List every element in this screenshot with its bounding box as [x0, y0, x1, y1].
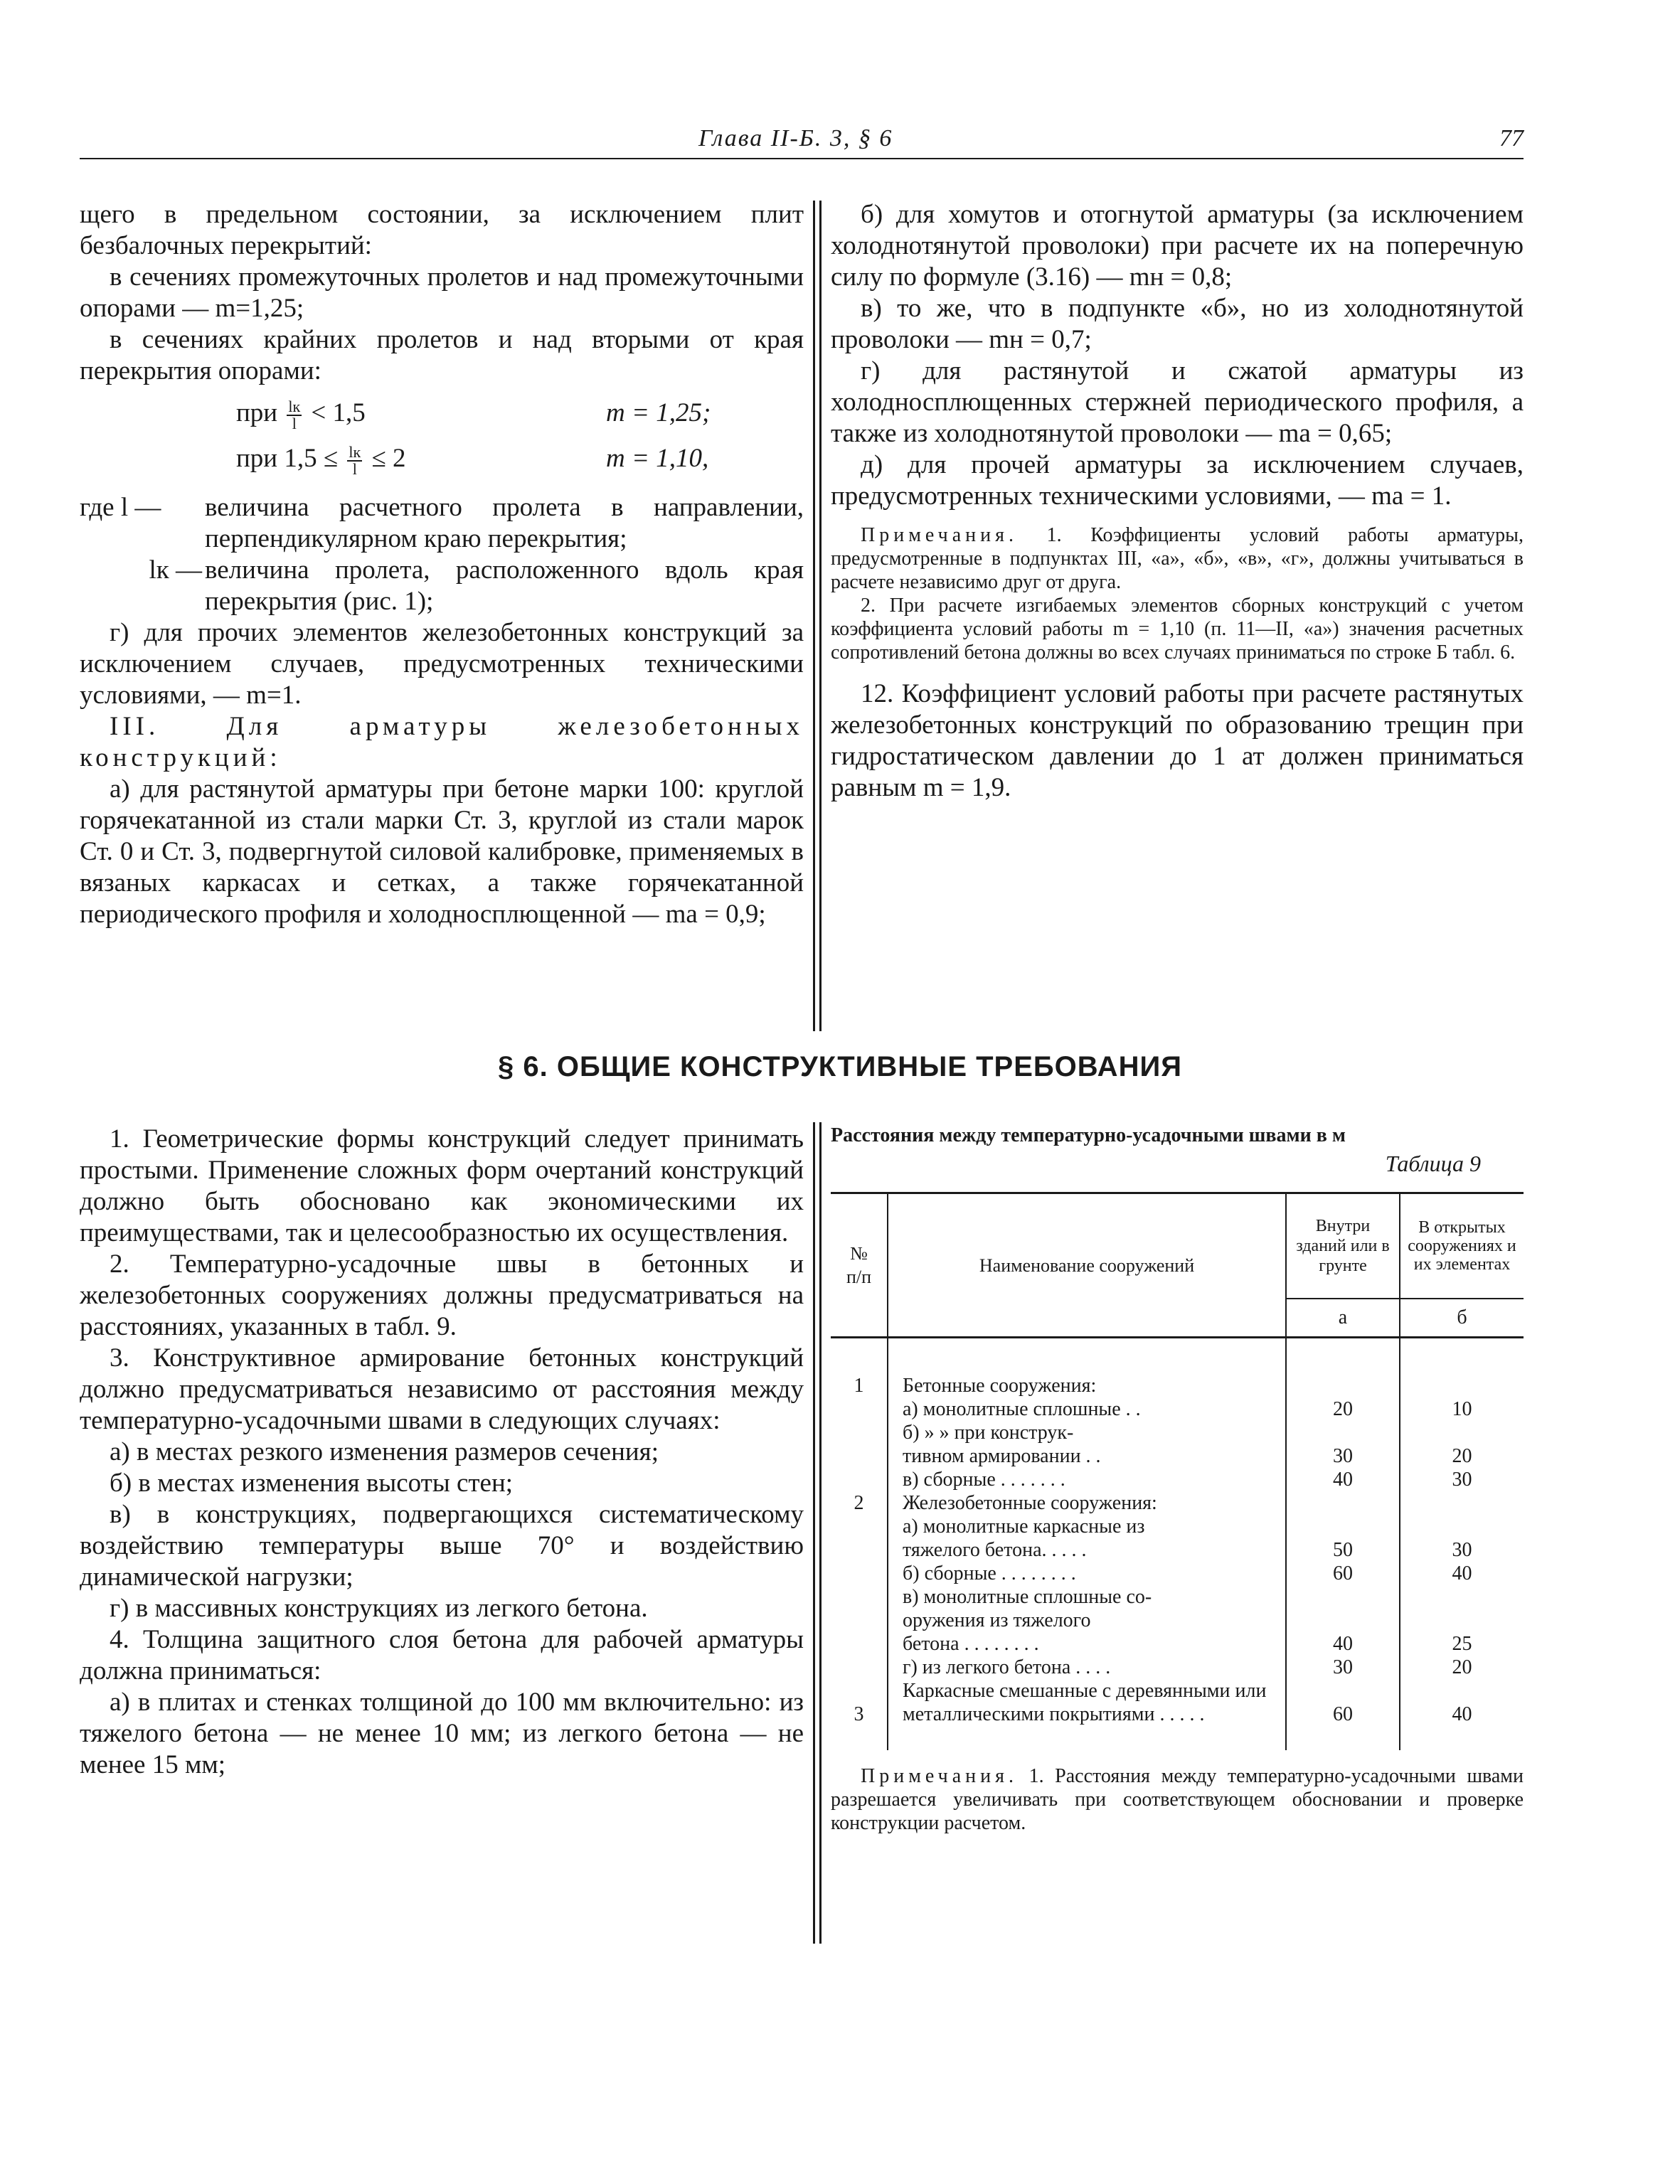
symbol-lk: lк —: [149, 555, 202, 585]
where-block: [80, 492, 804, 617]
paragraph: б) в местах изменения высоты стен;: [110, 1469, 514, 1498]
table-block: [831, 1124, 1524, 1835]
header-col-b: В открытых сооружениях и их элементах: [1408, 1218, 1516, 1274]
row-value-a: 40: [1286, 1632, 1400, 1656]
right-column-top: [831, 199, 1524, 804]
row-name: Каркасные смешанные с деревянными или металлическими покрытиями . . . . .: [888, 1679, 1286, 1726]
row-value-b: 40: [1452, 1703, 1472, 1725]
table-row: [831, 1444, 1524, 1468]
formula-result: m = 1,10,: [606, 444, 709, 473]
row-number: [831, 1538, 888, 1562]
table-row: [831, 1632, 1524, 1656]
row-number: [831, 1444, 888, 1468]
notes: [831, 523, 1524, 664]
row-name: в) сборные . . . . . . .: [888, 1468, 1286, 1491]
row-value-b: 20: [1452, 1656, 1472, 1678]
row-number: [831, 1468, 888, 1491]
row-value-b: 10: [1452, 1398, 1472, 1420]
paragraph: б) для хомутов и отогнутой арматуры (за исключением холоднотянутой проволоки) при расчете их на поперечную силу по формуле (3.16) — mн = 0,8;: [831, 200, 1524, 292]
definition: величина пролета, расположенного вдоль края перекрытия (рис. 1);: [205, 555, 804, 616]
paragraph: в сечениях крайних пролетов и над вторыми от края перекрытия опорами:: [80, 325, 804, 385]
row-value-a: [1286, 1421, 1400, 1444]
table-row: [831, 1609, 1524, 1632]
row-value-b: [1400, 1491, 1524, 1515]
paragraph: г) в массивных конструкциях из легкого бетона.: [110, 1594, 648, 1623]
paragraph: 12. Коэффициент условий работы при расчете растянутых железобетонных конструкций по образованию трещин при гидростатическом давлении до 1 ат должен приниматься равным m = 1,9.: [831, 679, 1524, 802]
row-number: [831, 1656, 888, 1679]
row-value-b: 25: [1452, 1633, 1472, 1655]
paragraph: в) то же, что в подпункте «б», но из холоднотянутой проволоки — mн = 0,7;: [831, 294, 1524, 354]
section-title: § 6. ОБЩИЕ КОНСТРУКТИВНЫЕ ТРЕБОВАНИЯ: [498, 1051, 1182, 1082]
code-b: б: [1400, 1299, 1524, 1338]
page-header: [80, 122, 1524, 158]
row-value-b: [1400, 1421, 1524, 1444]
left-column-top: [80, 199, 804, 930]
header-col-a: Внутри зданий или в грунте: [1286, 1194, 1400, 1299]
row-number: [831, 1585, 888, 1609]
paragraph: 2. Температурно-усадочные швы в бетонных и железобетонных сооружениях должны предусматриваться на расстояниях, указанных в табл. 9.: [80, 1250, 804, 1341]
paragraph: г) для прочих элементов железобетонных конструкций за исключением случаев, предусмотренных техническими условиями, — m=1.: [80, 618, 804, 710]
row-number: [831, 1609, 888, 1632]
note: [831, 523, 1524, 594]
table-row: [831, 1338, 1524, 1398]
table-row: [831, 1679, 1524, 1726]
row-value-a: [1286, 1338, 1400, 1398]
row-value-b: [1400, 1585, 1524, 1609]
row-number: 2: [831, 1491, 888, 1515]
row-number: [831, 1397, 888, 1421]
row-value-b: 30: [1452, 1539, 1472, 1561]
row-value-b: [1400, 1338, 1524, 1398]
row-name: а) монолитные каркасные из: [888, 1515, 1286, 1538]
row-value-a: 20: [1286, 1397, 1400, 1421]
row-name: оружения из тяжелого: [888, 1609, 1286, 1632]
note-text: 1. Расстояния между температурно-усадочными швами разрешается увеличивать при соответствующем обосновании и проверке конструкции расчетом.: [831, 1765, 1524, 1834]
row-number: 1: [831, 1338, 888, 1398]
row-name: г) из легкого бетона . . . .: [888, 1656, 1286, 1679]
row-value-a: [1286, 1609, 1400, 1632]
table-row: [831, 1515, 1524, 1538]
row-name: Железобетонные сооружения:: [888, 1491, 1286, 1515]
paragraph: 1. Геометрические формы конструкций следует принимать простыми. Применение сложных форм очертаний конструкций должно быть обосновано как экономическими их преимуществами, так и целесообразностью их осуществления.: [80, 1124, 804, 1247]
row-value-b: 30: [1452, 1469, 1472, 1491]
paragraph: г) для растянутой и сжатой арматуры из холодносплющенных стержней периодического профиля, а также из холоднотянутой проволоки — mа = 0,65;: [831, 356, 1524, 448]
paragraph: а) в плитах и стенках толщиной до 100 мм включительно: из тяжелого бетона — не менее 10 мм; из легкого бетона — не менее 15 мм;: [80, 1688, 804, 1779]
table-9: [831, 1194, 1524, 1750]
row-name: б) » » при конструк-: [888, 1421, 1286, 1444]
definition: величина расчетного пролета в направлении, перпендикулярном краю перекрытия;: [205, 493, 804, 553]
note-text: 1. Коэффициенты условий работы арматуры, предусмотренные в подпунктах III, «а», «б», «в», «г», должны учитываться в расчете независимо друг от друга.: [831, 524, 1524, 593]
fraction: $\frac{lк}{l}$: [349, 442, 361, 478]
paragraph: 3. Конструктивное армирование бетонных конструкций должно предусматриваться независимо от расстояния между температурно-усадочными швами в следующих случаях:: [80, 1343, 804, 1435]
formula-result: m = 1,25;: [606, 398, 711, 427]
row-name: бетона . . . . . . . .: [888, 1632, 1286, 1656]
row-value-a: [1286, 1585, 1400, 1609]
paragraph: 4. Толщина защитного слоя бетона для рабочей арматуры должна приниматься:: [80, 1625, 804, 1685]
table-row: [831, 1585, 1524, 1609]
paragraph: в сечениях промежуточных пролетов и над промежуточными опорами — m=1,25;: [80, 262, 804, 323]
paragraph: в) в конструкциях, подвергающихся систематическому воздействию температуры выше 70° и воздействию динамической нагрузки;: [80, 1500, 804, 1592]
row-value-a: [1286, 1515, 1400, 1538]
subheading: III. Для арматуры железобетонных конструкций:: [80, 712, 804, 772]
row-name: Бетонные сооружения:: [888, 1338, 1286, 1398]
row-number: [831, 1421, 888, 1444]
row-name: в) монолитные сплошные со-: [888, 1585, 1286, 1609]
row-name: тивном армировании . .: [888, 1444, 1286, 1468]
note: 2. При расчете изгибаемых элементов сборных конструкций с учетом коэффициента условий работы m = 1,10 (п. 11—II, «а») значения расчетных сопротивлений бетона должны во всех случаях приниматься по строке Б табл. 6.: [831, 595, 1524, 664]
header-num: № п/п: [831, 1194, 888, 1338]
table-row: [831, 1397, 1524, 1421]
table-row: [831, 1491, 1524, 1515]
paragraph: щего в предельном состоянии, за исключением плит безбалочных перекрытий:: [80, 200, 804, 260]
note-label: Примечания.: [861, 524, 1019, 546]
column-divider-bottom: [813, 1122, 815, 1944]
row-number: [831, 1562, 888, 1585]
table-body: [831, 1338, 1524, 1751]
row-value-a: 60: [1286, 1679, 1400, 1726]
paragraph: а) для растянутой арматуры при бетоне марки 100: круглой горячекатанной из стали марки Ст. 3, круглой из стали марок Ст. 0 и Ст. 3, подвергнутой силовой калибровке, применяемых в вязаных каркасах и сетках, а также горячекатанной периодического профиля и холодносплющенной — mа = 0,9;: [80, 774, 804, 929]
page-number: 77: [1499, 125, 1524, 151]
row-value-a: 60: [1286, 1562, 1400, 1585]
left-column-bottom: [80, 1124, 804, 1781]
fraction: $\frac{lк}{l}$: [288, 397, 301, 432]
row-number: [831, 1632, 888, 1656]
table-title: Расстояния между температурно-усадочными швами в м: [831, 1124, 1346, 1146]
table-note: [831, 1764, 1524, 1835]
symbol-l: где l —: [80, 493, 161, 522]
note-label: Примечания.: [861, 1765, 1019, 1787]
row-value-a: 40: [1286, 1468, 1400, 1491]
row-value-a: 30: [1286, 1656, 1400, 1679]
row-value-a: 50: [1286, 1538, 1400, 1562]
table-row: [831, 1468, 1524, 1491]
table-header-row: [831, 1194, 1524, 1299]
code-a: а: [1286, 1299, 1400, 1338]
row-name: б) сборные . . . . . . . .: [888, 1562, 1286, 1585]
formula-row: при $\frac{lк}{l}$ < 1,5: [236, 397, 366, 432]
table-row: [831, 1562, 1524, 1585]
chapter-reference: Глава II-Б. 3, § 6: [698, 125, 893, 151]
row-value-b: [1400, 1515, 1524, 1538]
header-name: Наименование сооружений: [888, 1194, 1286, 1338]
table-row: [831, 1538, 1524, 1562]
row-value-a: [1286, 1491, 1400, 1515]
column-divider-bottom: [819, 1122, 822, 1944]
row-name: а) монолитные сплошные . .: [888, 1397, 1286, 1421]
table-row: [831, 1656, 1524, 1679]
table-row: [831, 1421, 1524, 1444]
row-value-b: 40: [1452, 1562, 1472, 1584]
row-value-b: [1400, 1609, 1524, 1632]
column-divider-top: [819, 201, 822, 1031]
formula-row: при 1,5 ≤ $\frac{lк}{l}$ ≤ 2: [236, 442, 406, 478]
column-divider-top: [813, 201, 815, 1031]
table-label: Таблица 9: [1385, 1151, 1481, 1176]
row-number: [831, 1515, 888, 1538]
formula-block: [80, 395, 804, 486]
row-value-a: 30: [1286, 1444, 1400, 1468]
row-number: 3: [831, 1679, 888, 1726]
paragraph: а) в местах резкого изменения размеров сечения;: [110, 1437, 659, 1466]
paragraph: д) для прочей арматуры за исключением случаев, предусмотренных техническими условиями, — mа = 1.: [831, 450, 1524, 511]
row-name: тяжелого бетона. . . . .: [888, 1538, 1286, 1562]
row-value-b: 20: [1452, 1445, 1472, 1467]
header-rule: [80, 158, 1524, 159]
